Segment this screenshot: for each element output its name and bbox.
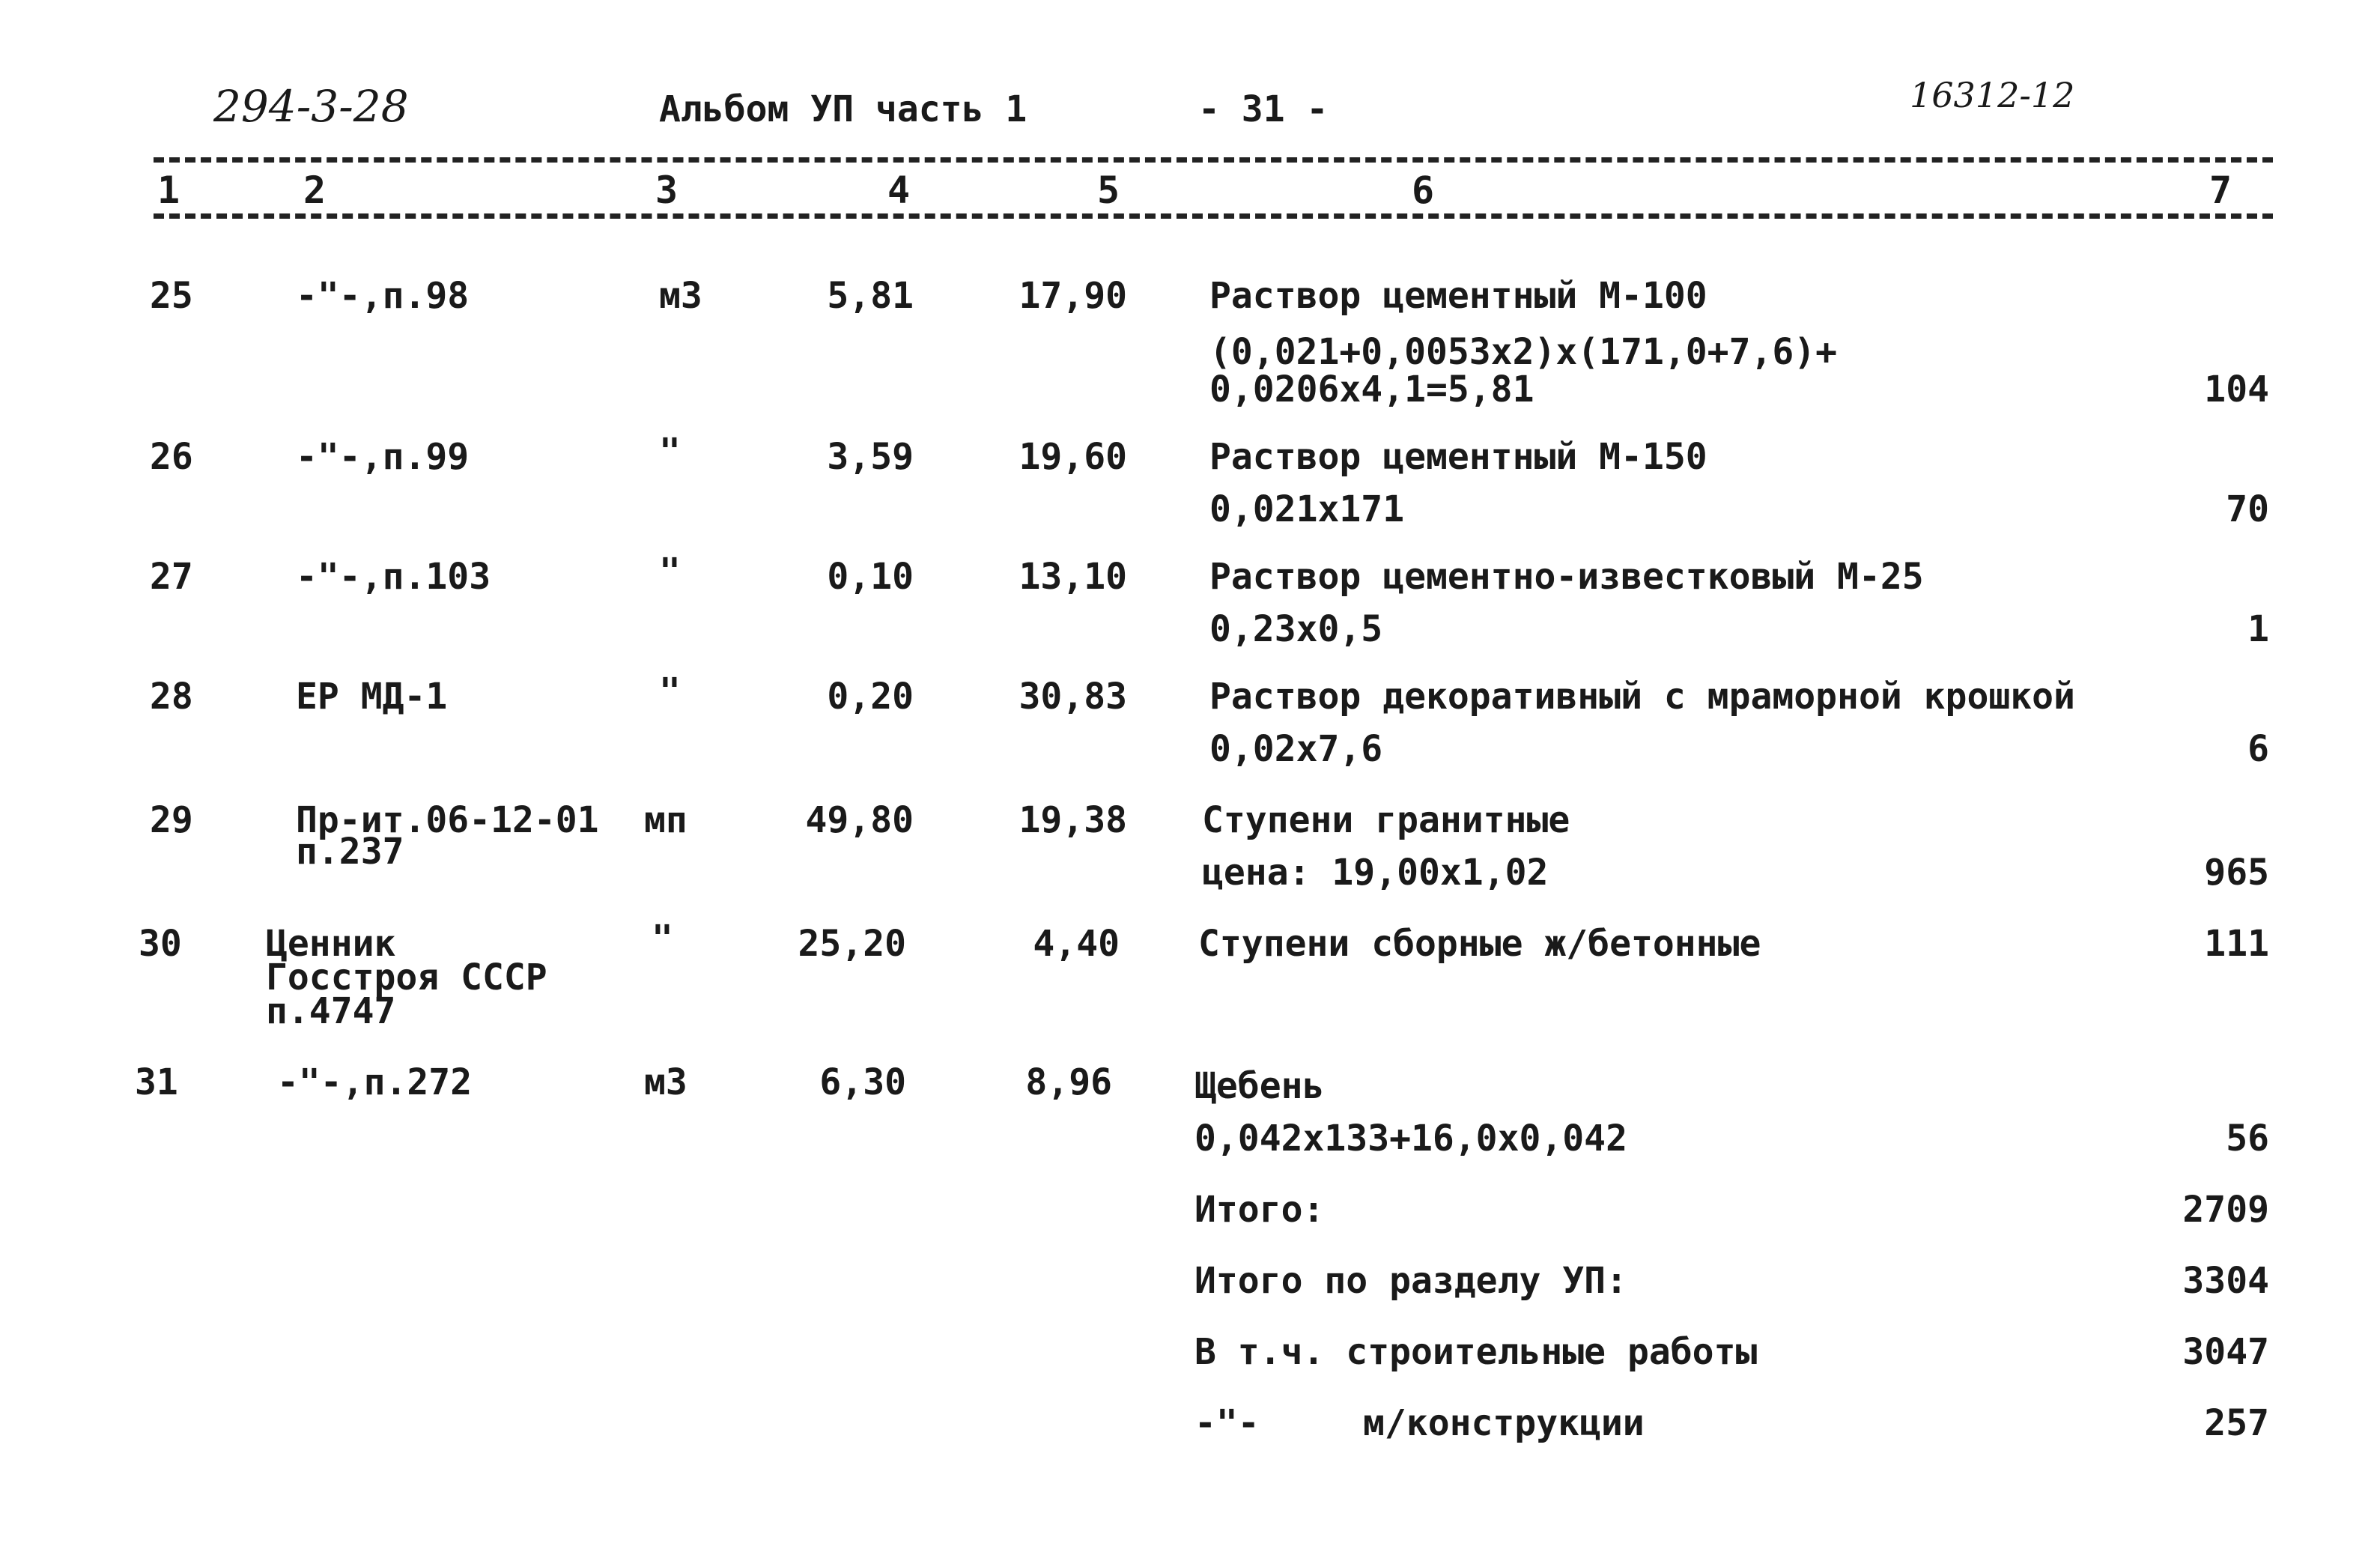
column-number-6: 6 (1412, 169, 1435, 212)
row-description: Раствор цементный М-150 (1209, 436, 1707, 478)
row-total: 6 (2247, 728, 2269, 770)
row-reference: Пр-ит.06-12-01 (296, 799, 599, 841)
summary-value-total: 2709 (2182, 1189, 2269, 1231)
row-total: 111 (2204, 923, 2269, 965)
row-total: 965 (2204, 852, 2269, 894)
row-quantity: 5,81 (827, 275, 914, 317)
row-reference: -"-,п.98 (296, 275, 470, 317)
summary-value-construction: 3047 (2182, 1331, 2269, 1373)
row-number: 31 (135, 1061, 178, 1103)
row-calculation: 0,02х7,6 (1209, 728, 1383, 770)
row-calculation: 0,042х133+16,0х0,042 (1194, 1118, 1627, 1160)
summary-value-metal-structures: 257 (2204, 1402, 2269, 1444)
column-number-5: 5 (1097, 169, 1120, 212)
row-reference: ЕР МД-1 (296, 676, 448, 718)
summary-label-ditto: -"- (1194, 1402, 1260, 1444)
album-title: Альбом УП часть 1 (659, 88, 1027, 130)
document-code: 294-3-28 (213, 81, 409, 132)
row-unit: мп (644, 799, 687, 841)
row-description: Раствор цементно-известковый М-25 (1209, 556, 1924, 598)
row-calculation: 0,021х171 (1209, 488, 1405, 530)
row-quantity: 25,20 (798, 923, 906, 965)
row-quantity: 49,80 (805, 799, 914, 841)
row-reference: -"-,п.272 (277, 1061, 473, 1103)
summary-label-construction: В т.ч. строительные работы (1194, 1331, 1758, 1373)
row-number: 29 (150, 799, 193, 841)
row-description: Ступени гранитные (1202, 799, 1570, 841)
row-description: Ступени сборные ж/бетонные (1198, 923, 1761, 965)
row-calculation: цена: 19,00х1,02 (1202, 852, 1549, 894)
row-unit-price: 8,96 (1025, 1061, 1112, 1103)
column-header-bottom-rule (154, 213, 2273, 219)
row-reference: Ценник (266, 923, 396, 965)
row-reference: -"-,п.103 (296, 556, 491, 598)
row-calculation-continued: 0,0206х4,1=5,81 (1209, 369, 1534, 410)
row-number: 30 (139, 923, 182, 965)
row-description: Раствор декоративный с мраморной крошкой (1209, 676, 2075, 718)
row-description: Раствор цементный М-100 (1209, 275, 1707, 317)
row-unit: " (652, 918, 673, 960)
row-total: 70 (2226, 488, 2269, 530)
row-unit: м3 (644, 1061, 687, 1103)
row-unit-price: 19,38 (1019, 799, 1127, 841)
row-reference-continued: Госстроя СССР (266, 957, 547, 998)
summary-value-section-total: 3304 (2182, 1260, 2269, 1302)
row-unit-price: 19,60 (1019, 436, 1127, 478)
row-unit: " (659, 551, 681, 592)
column-header-top-rule (154, 157, 2273, 163)
row-quantity: 0,10 (827, 556, 914, 598)
row-unit: " (659, 431, 681, 473)
row-unit-price: 17,90 (1019, 275, 1127, 317)
row-number: 26 (150, 436, 193, 478)
summary-label-total: Итого: (1194, 1189, 1325, 1231)
column-number-3: 3 (655, 169, 679, 212)
row-calculation: 0,23х0,5 (1209, 608, 1383, 650)
row-unit-price: 13,10 (1019, 556, 1127, 598)
row-reference-continued: п.237 (296, 831, 404, 873)
row-total: 104 (2204, 369, 2269, 410)
row-unit: " (659, 670, 681, 712)
sheet-number: 16312-12 (1910, 75, 2075, 115)
row-quantity: 3,59 (827, 436, 914, 478)
column-number-1: 1 (157, 169, 180, 212)
row-calculation: (0,021+0,0053х2)х(171,0+7,6)+ (1209, 331, 1838, 373)
column-number-4: 4 (887, 169, 911, 212)
row-reference: -"-,п.99 (296, 436, 470, 478)
row-number: 27 (150, 556, 193, 598)
row-total: 1 (2247, 608, 2269, 650)
row-number: 28 (150, 676, 193, 718)
row-description: Щебень (1194, 1065, 1325, 1107)
row-number: 25 (150, 275, 193, 317)
column-number-2: 2 (303, 169, 327, 212)
row-quantity: 0,20 (827, 676, 914, 718)
row-quantity: 6,30 (819, 1061, 906, 1103)
row-unit: м3 (659, 275, 702, 317)
summary-label-metal-structures: м/конструкции (1363, 1402, 1645, 1444)
row-total: 56 (2226, 1118, 2269, 1160)
page-number: - 31 - (1198, 88, 1329, 130)
row-unit-price: 30,83 (1019, 676, 1127, 718)
row-unit-price: 4,40 (1033, 923, 1120, 965)
column-number-7: 7 (2209, 169, 2232, 212)
row-reference-paragraph: п.4747 (266, 990, 396, 1032)
summary-label-section-total: Итого по разделу УП: (1194, 1260, 1627, 1302)
